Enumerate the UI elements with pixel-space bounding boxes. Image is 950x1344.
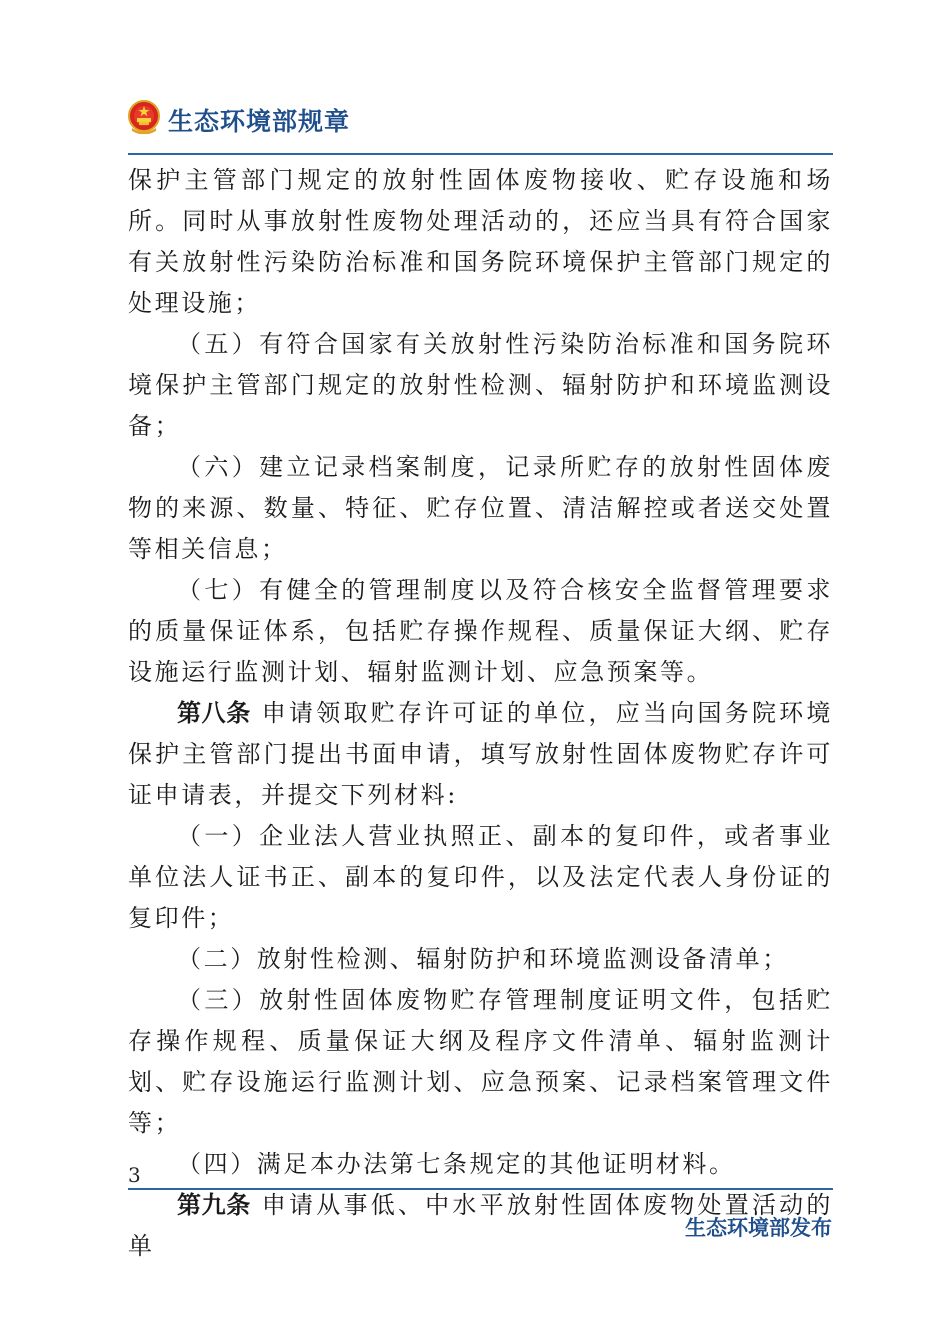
paragraph-continuation: 保护主管部门规定的放射性固体废物接收、贮存设施和场所。同时从事放射性废物处理活动的，还应当具有符合国家有关放射性污染防治标准和国务院环境保护主管部门规定的处理设施；	[128, 166, 833, 317]
footer-publisher: 生态环境部发布	[685, 1216, 832, 1240]
article-9: 第九条 申请从事低、中水平放射性固体废物处置活动的单	[128, 1191, 834, 1260]
national-emblem-icon	[128, 100, 160, 134]
paragraph-item-7: （七）有健全的管理制度以及符合核安全监督管理要求的质量保证体系，包括贮存操作规程、质量保证大纲、贮存设施运行监测计划、辐射监测计划、应急预案等。	[128, 576, 833, 686]
paragraph-item-5: （五）有符合国家有关放射性污染防治标准和国务院环境保护主管部门规定的放射性检测、辐射防护和环境监测设备；	[128, 330, 833, 440]
document-body	[128, 160, 833, 1267]
header-divider	[128, 153, 833, 155]
article-number: 第九条	[177, 1191, 251, 1219]
paragraph-item-1: （一）企业法人营业执照正、副本的复印件，或者事业单位法人证书正、副本的复印件，以及法定代表人身份证的复印件；	[128, 822, 833, 932]
article-8: 第八条 申请领取贮存许可证的单位，应当向国务院环境保护主管部门提出书面申请，填写放射性固体废物贮存许可证申请表，并提交下列材料:	[128, 699, 834, 809]
paragraph-item-2: （二）放射性检测、辐射防护和环境监测设备清单；	[177, 945, 789, 973]
page-number: 3	[128, 1163, 141, 1187]
paragraph-item-6: （六）建立记录档案制度，记录所贮存的放射性固体废物的来源、数量、特征、贮存位置、清洁解控或者送交处置等相关信息；	[128, 453, 833, 563]
page-header	[128, 96, 833, 158]
header-title: 生态环境部规章	[168, 107, 351, 136]
article-number: 第八条	[177, 699, 251, 727]
footer-divider	[128, 1188, 833, 1190]
paragraph-item-3: （三）放射性固体废物贮存管理制度证明文件，包括贮存操作规程、质量保证大纲及程序文件清单、辐射监测计划、贮存设施运行监测计划、应急预案、记录档案管理文件等；	[128, 986, 833, 1137]
paragraph-item-4: （四）满足本办法第七条规定的其他证明材料。	[177, 1150, 736, 1178]
